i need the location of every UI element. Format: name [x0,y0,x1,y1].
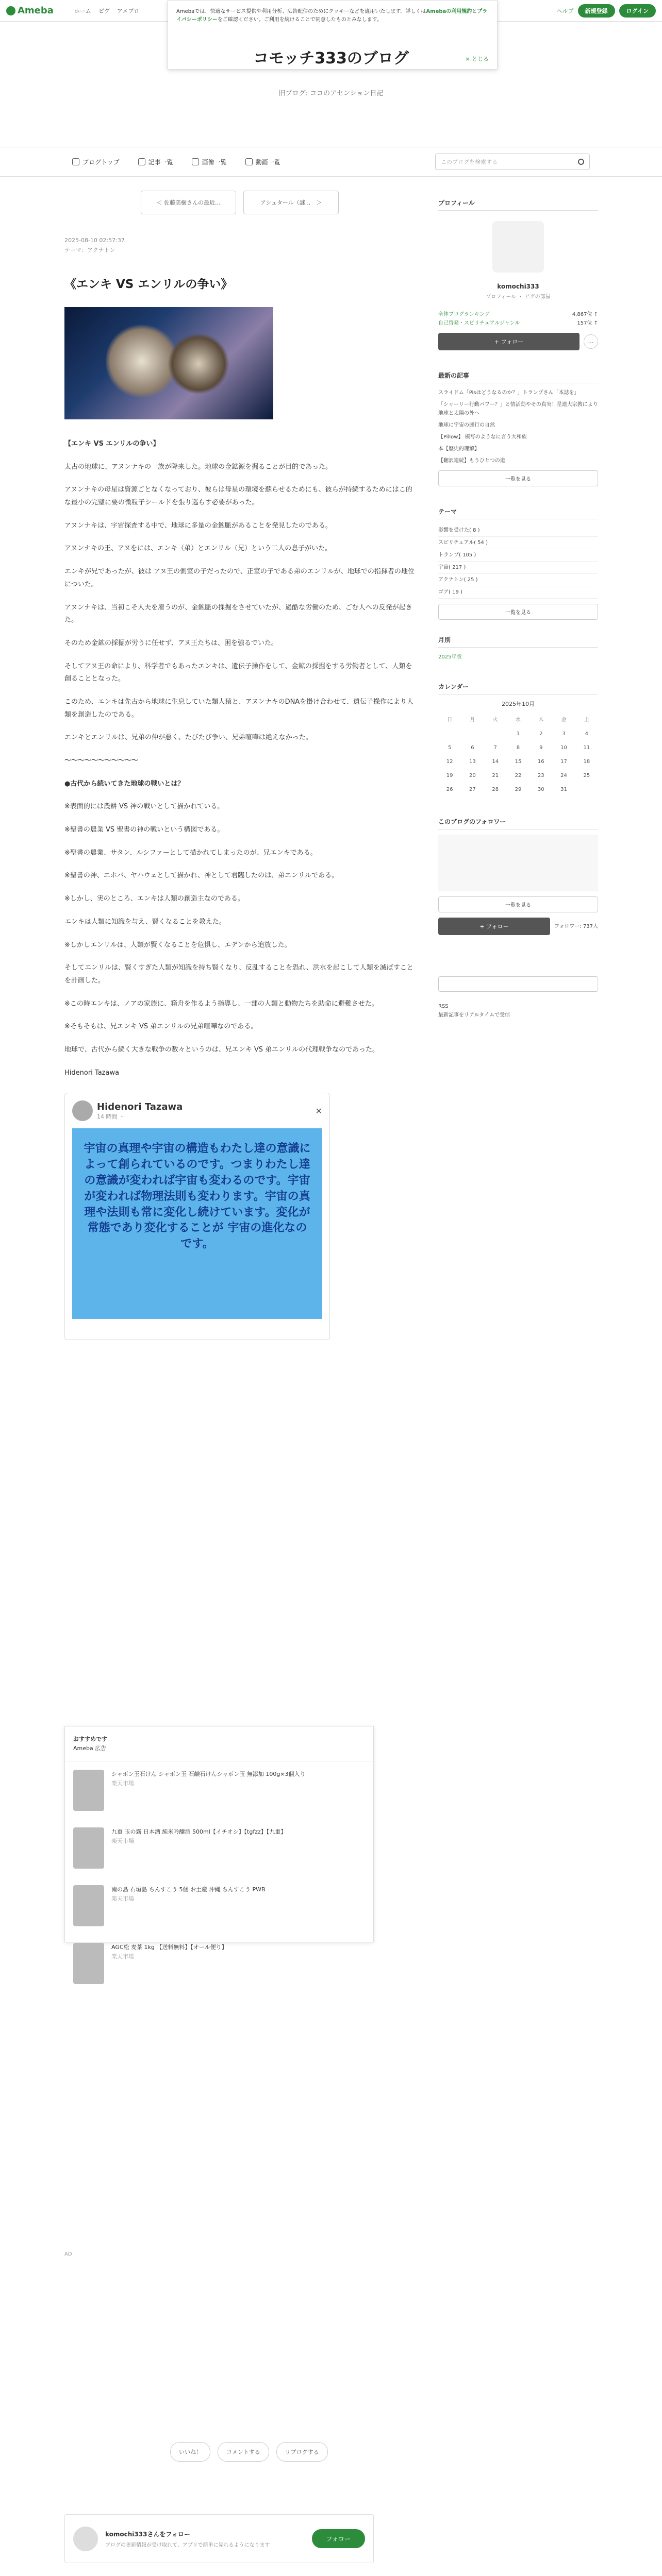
calendar-day[interactable]: 9 [539,745,543,751]
video-icon [245,158,253,165]
ameba-logo[interactable]: Ameba [6,5,54,16]
ad-thumbnail [73,1885,104,1926]
calendar-day[interactable]: 29 [515,787,522,792]
sidebar: プロフィール komochi333 プロフィール ・ ピグの部屋 全体ブログランキング 4,867位 ↑ 自己啓発・スピリチュアルジャンル 157位 ↑ + フォロー … 最新の記事 スライドム「Pisはどうなるのか？」トランプさん「本誌を」 「シャーリー行動パワー？」と情活動やその真実！星連大宗教により地球と太陽の外へ 地球に宇宙の運行の自然 【Pillow】 模写のようなに言う大和族 本【歴史的理解】 【翻訳連続】もうひとつの道 一覧を見る テーマ 影響を受けた( 8 ) スピリチュアル( 54 ) トランプ( 105 ) 宇宙( 217 ) アクナトン( 25 ) ゴア( 19 ) 一覧を見る 月別 2025年版 カレンダー 2025年10月 日 月 火 水 木 金 土 1 2 3 4 5 6 7 8 9 10 11 12 13 14 15 16 17 18 19 20 21 22 23 24 25 26 27 28 29 30 31 このブログのフォロワー 一覧を見る + フォロー フォロワー: 737人 RSS 最新記事をリアルタイムで受信 [438,199,598,1018]
ad-item[interactable]: 南の島 石垣島 ちんすこう 5個 お土産 沖縄 ちんすこう PWB 楽天市場 [65,1877,373,1935]
article-paragraph: ※この時エンキは、ノアの家族に、箱舟を作るよう指導し、一部の人類と動物たちを助命に避難させた。 [64,999,378,1008]
ad-item[interactable]: シャボン玉石けん シャボン玉 石鹸石けんシャボン玉 無添加 100g×3個入り 楽天市場 [65,1761,373,1819]
theme-item[interactable]: 影響を受けた( 8 ) [438,524,598,537]
nav-image-list[interactable]: 画像一覧 [192,158,227,166]
weekday: 木 [538,717,544,723]
calendar-day[interactable]: 7 [493,745,497,751]
theme-item[interactable]: ゴア( 19 ) [438,586,598,599]
article-paragraph: 太古の地球に、アヌンナキの一族が降来した。地球の金鉱源を掘ることが目的であった。 [64,463,332,471]
article-paragraph: ※聖書の神、エホバ、ヤハウェとして描かれ、神として君臨したのは、弟エンリルである。 [64,872,339,880]
article-paragraph: 〜〜〜〜〜〜〜〜〜〜〜 [64,757,139,765]
article-paragraph: ※しかしエンリルは、人類が賢くなることを危惧し、エデンから追放した。 [64,941,291,949]
nav-video-list[interactable]: 動画一覧 [245,158,280,166]
calendar-day[interactable]: 15 [515,759,522,765]
calendar-day[interactable]: 10 [560,745,567,751]
calendar-day[interactable]: 24 [560,773,567,778]
article-paragraph: ※そもそもは、兄エンキ VS 弟エンリルの兄弟喧嘩なのである。 [64,1023,258,1031]
blog-nav [0,147,662,177]
article-paragraph: そしてアヌ王の命により、科学者でもあったエンキは、遺伝子操作をして、金鉱の採掘をする労働者として、人類を創ることとなった。 [64,662,412,683]
topnav-ameblo[interactable]: アメブロ [117,7,140,14]
calendar-day[interactable]: 26 [446,787,453,792]
article-heading: 【エンキ VS エンリルの争い】 [64,440,160,448]
article-paragraph: ※聖書の農業 VS 聖書の神の戦いという構図である。 [64,826,224,834]
profile-name[interactable]: komochi333 [497,283,539,290]
sidebar-follow-button[interactable]: + フォロー [438,333,580,350]
avatar [72,1100,93,1121]
ad-item[interactable]: AGC松 麦茶 1kg 【送料無料】【オール便り】 楽天市場 [65,1935,373,1992]
article-paragraph: ※聖書の農業、サタン、ルシファーとして描かれてしまったのが、兄エンキである。 [64,849,317,857]
more-icon[interactable]: … [584,334,598,349]
calendar-day [484,727,507,741]
calendar-day[interactable]: 21 [492,773,499,778]
embedded-post[interactable]: Hidenori Tazawa 14 時間 ・ ✕ 宇宙の真理や宇宙の構造もわたし達の意識によって創られているのです。つまりわたし達の意識が変われば宇宙も変わるのです。宇宙が変われば物理法則も変わります。宇宙の真理や法則も常に変化し続けています。変化が常態であり変化することが 宇宙の進化なのです。 [64,1093,330,1340]
weekday: 水 [515,717,521,723]
list-item[interactable]: 「シャーリー行動パワー？」と情活動やその真実！星連大宗教により地球と太陽の外へ [438,402,598,416]
follow-button[interactable]: フォロー [312,2529,365,2548]
calendar-day[interactable]: 4 [585,731,589,737]
article-hero-image[interactable] [64,307,273,419]
image-icon [192,158,199,165]
calendar-day[interactable]: 3 [562,731,566,737]
theme-more-button[interactable]: 一覧を見る [438,604,598,620]
calendar-day[interactable]: 17 [560,759,567,765]
calendar-day[interactable]: 19 [446,773,453,778]
calendar-day[interactable]: 5 [448,745,452,751]
theme-item[interactable]: トランプ( 105 ) [438,549,598,562]
article-date: 2025-08-10 02:57:37 [64,237,125,244]
ad-label: AD [64,2251,72,2257]
calendar-day[interactable]: 22 [515,773,522,778]
calendar-day[interactable]: 16 [537,759,544,765]
article-paragraph: Hidenori Tazawa [64,1069,120,1077]
article-paragraph: そのため金鉱の採掘が労うに任せず、アヌ王たちは、困を強るでいた。 [64,639,278,647]
cookie-banner: Amebaでは、快適なサービス提供や利用分析、広告配信のためにクッキーなどを適用いたします。詳しくはAmebaの利用規約とプライバシーポリシーをご確認ください。ご利用を続けることで同意したものとみなします。 × とじる [168,0,498,70]
calendar-day[interactable]: 28 [492,787,499,792]
list-item[interactable]: 【翻訳連続】もうひとつの道 [438,458,505,464]
search-icon[interactable] [578,159,584,165]
calendar-day[interactable]: 20 [469,773,476,778]
weekday: 土 [584,717,589,723]
article-title[interactable]: 《エンキ VS エンリルの争い》 [64,278,233,291]
list-icon [138,158,145,165]
calendar-day[interactable]: 1 [516,731,520,737]
calendar [438,711,598,796]
nav-article-list[interactable]: 記事一覧 [138,158,173,166]
calendar-day[interactable]: 30 [537,787,544,792]
follow-card: komochi333さんをフォロー ブログの更新情報が受け取れて、アプリで簡単に見れるようになります フォロー [64,2514,374,2563]
calendar-day[interactable]: 11 [583,745,590,751]
article-paragraph: アヌンナキは、宇宙探査する中で、地球に多量の金鉱脈があることを発見したのである。 [64,521,332,530]
topnav-pigg[interactable]: ピグ [98,7,110,14]
list-item[interactable]: 地球に宇宙の運行の自然 [438,422,495,428]
article-paragraph: エンキは人類に知識を与え、賢くなることを教えた。 [64,918,226,926]
profile-image[interactable] [492,221,544,273]
calendar-day[interactable]: 6 [471,745,474,751]
help-link[interactable]: ヘルプ [556,7,574,14]
calendar-day[interactable]: 8 [516,745,520,751]
article-paragraph: このため、エンキは先古から地球に生息していた類人猿と、アヌンナキのDNAを掛け合わせて、遺伝子操作により人類を創造したのである。 [64,698,413,719]
avatar [73,2527,98,2551]
calendar-month: 2025年10月 [502,701,535,707]
article-paragraph: ●古代から続いてきた地球の戦いとは？ [64,779,185,788]
article-body [64,438,415,1340]
calendar-day[interactable]: 18 [583,759,590,765]
sidebar-follow-button-2[interactable]: + フォロー [438,918,550,935]
list-item[interactable]: スライドム「Pisはどうなるのか？」トランプさん「本誌を」 [438,390,580,396]
next-article-link[interactable]: アシュタール（謎... ＞ [243,191,339,214]
sidebar-profile-title: プロフィール [438,198,598,211]
privacy-link[interactable]: プライバシーポリシー [176,9,488,23]
article-paragraph: アヌンナキは、当初こそ人夫を雇うのが、金鉱脈の採掘をさせていたが、過酷な労働のため、ごむ人への反発が起きた。 [64,603,412,624]
calendar-day [438,727,461,741]
theme-item[interactable]: アクナトン( 25 ) [438,574,598,586]
list-item[interactable]: 【Pillow】 模写のようなに言う大和族 [438,434,527,440]
calendar-day[interactable]: 27 [469,787,476,792]
list-item[interactable]: 本【歴史的理解】 [438,446,479,452]
blog-title[interactable]: コモッチ333のブログ [253,49,409,67]
sidebar-search-input[interactable] [438,976,598,992]
top-nav [74,7,139,15]
calendar-day[interactable]: 25 [583,773,590,778]
calendar-day[interactable]: 2 [539,731,543,737]
theme-item[interactable]: スピリチュアル( 54 ) [438,537,598,549]
home-icon [72,158,79,165]
weekday: 火 [492,717,498,723]
comment-button[interactable]: コメントする [218,2442,269,2462]
ad-thumbnail [73,1827,104,1869]
article-paragraph: エンキとエンリルは、兄弟の仲が悪く、たびたび争い、兄弟喧嘩は絶えなかった。 [64,734,312,742]
article-paragraph: ※表面的には農耕 VS 神の戦いとして描かれている。 [64,803,224,811]
followers-more-button[interactable]: 一覧を見る [438,896,598,912]
reblog-button[interactable]: リブログする [276,2442,328,2462]
article-paragraph: エンキが兄であったが、彼は アヌ王の側室の子だったので、正室の子である弟のエンリルが、地球での指揮者の地位についた。 [64,568,415,588]
reaction-bar [170,2442,328,2462]
calendar-day[interactable]: 23 [537,773,544,778]
ad-panel: おすすめです Ameba 広告 シャボン玉石けん シャボン玉 石鹸石けんシャボン玉 無添加 100g×3個入り 楽天市場 九重 玉の露 日本酒 純米吟醸酒 500ml【イチオシ】【tgfzz】【九重】 楽天市場 南の島 石垣島 ちんすこう 5個 お土産 沖縄 ちんすこう PWB 楽天市場 AGC松 麦茶 1kg 【送料無料】【オール便り】 楽天市場 [64,1726,374,1942]
calendar-day [575,783,598,796]
ad-thumbnail [73,1943,104,1984]
article-paragraph: アヌンナキの王、アヌをには、エンキ（弟）とエンリル（兄）という二人の息子がいた。 [64,545,332,553]
nav-blog-top[interactable]: ブログトップ [72,158,120,166]
cookie-close-button[interactable]: × とじる [465,56,489,63]
main-column [64,191,415,1361]
calendar-day[interactable]: 13 [469,759,476,765]
calendar-day[interactable]: 14 [492,759,499,765]
prev-article-link[interactable]: ＜ 佐藤美樹さんの最近... [141,191,236,214]
login-button[interactable]: ログイン [619,4,656,18]
latest-more-button[interactable]: 一覧を見る [438,470,598,486]
weekday: 月 [470,717,475,723]
theme-item[interactable]: 宇宙( 217 ) [438,562,598,574]
register-button[interactable]: 新規登録 [578,4,615,18]
terms-link[interactable]: Amebaの利用規約 [426,9,472,14]
calendar-day[interactable]: 12 [446,759,453,765]
ad-thumbnail [73,1770,104,1811]
calendar-day[interactable]: 31 [560,787,567,792]
ameba-mark-icon [6,6,15,15]
article-paragraph: アヌンナキの母星は資源ごとなくなっており、彼らは母星の環境を蘇らせるためにも、彼らが持続するためにはこ的な最小の完璧に要の微粒子シールドを張り巡らす必要があった。 [64,486,412,507]
like-button[interactable]: いいね！ [170,2442,210,2462]
calendar-day [461,727,484,741]
topnav-home[interactable]: ホーム [74,7,91,14]
weekday: 金 [561,717,567,723]
close-icon[interactable]: ✕ [315,1106,322,1116]
weekday: 日 [447,717,453,723]
article-theme[interactable]: テーマ：アクナトン [64,247,115,253]
blog-search-input[interactable]: このブログを検索する [435,154,590,170]
ad-item[interactable]: 九重 玉の露 日本酒 純米吟醸酒 500ml【イチオシ】【tgfzz】【九重】 楽天市場 [65,1819,373,1877]
article-paragraph: そしてエンリルは、賢くすぎた人類が知識を持ち賢くなり、反乱することを恐れ、洪水を起こして人類を滅ぼすことを計画した。 [64,964,413,985]
article-paragraph: ※しかし、実のところ、エンキは人類の創造主なのである。 [64,895,244,903]
blog-description: 旧ブログ: ココのアセンション日記 [278,90,384,97]
article-paragraph: 地球で、古代から続く大きな戦争の数々というのは、兄エンキ VS 弟エンリルの代理戦争なのであった。 [64,1045,379,1054]
followers-list [438,835,598,891]
